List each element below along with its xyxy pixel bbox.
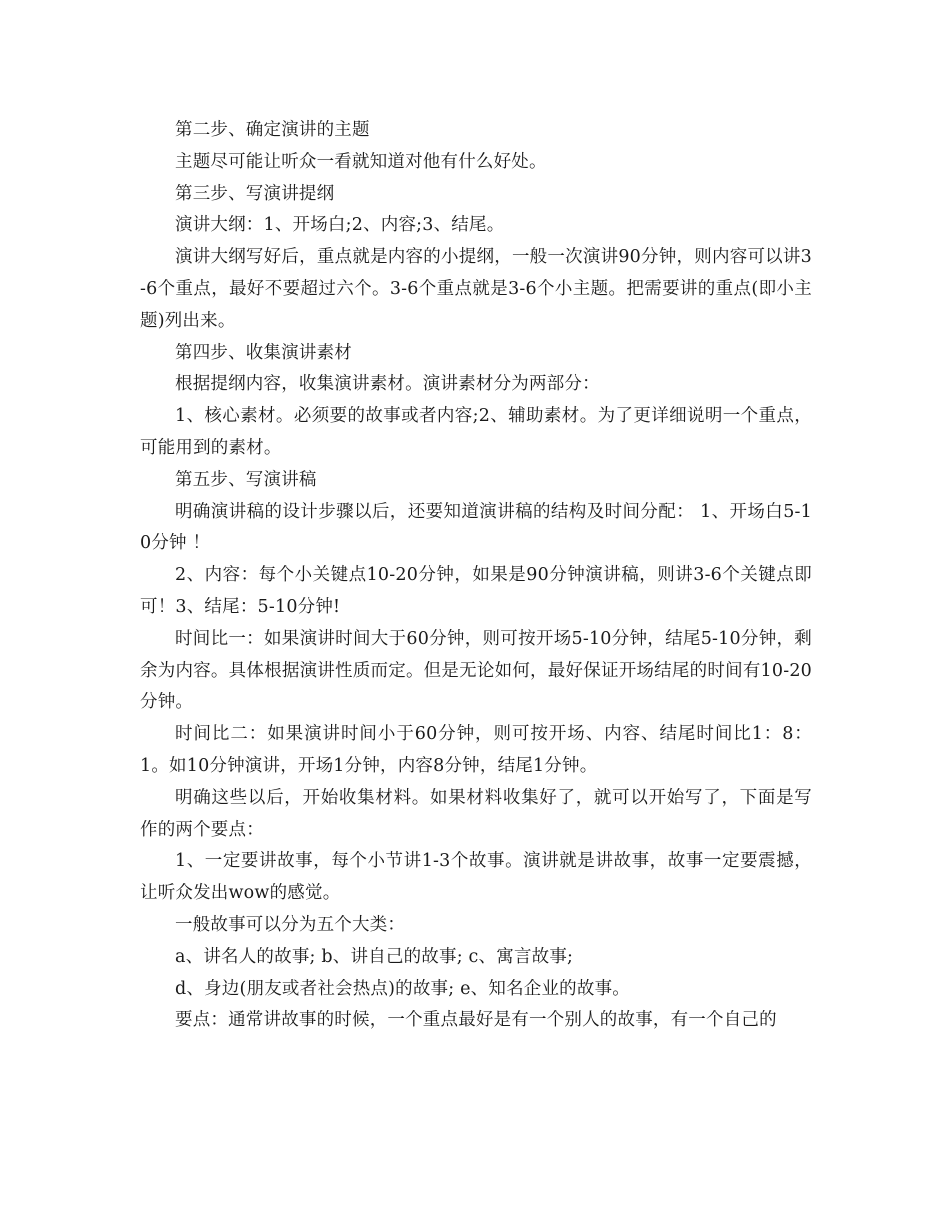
- paragraph: 时间比一：如果演讲时间大于60分钟，则可按开场5-10分钟，结尾5-10分钟，剩余为内容。具体根据演讲性质而定。但是无论如何，最好保证开场结尾的时间有10-20分钟。: [140, 628, 812, 713]
- paragraph: 一般故事可以分为五个大类：: [175, 914, 406, 935]
- paragraph: 2、内容：每个小关键点10-20分钟，如果是90分钟演讲稿，则讲3-6个关键点即可！3、结尾：5-10分钟!: [140, 565, 812, 617]
- heading-step-three: 第三步、写演讲提纲: [175, 183, 335, 204]
- paragraph: 要点：通常讲故事的时候，一个重点最好是有一个别人的故事，有一个自己的: [175, 1010, 777, 1031]
- paragraph: 1、一定要讲故事，每个小节讲1-3个故事。演讲就是讲故事，故事一定要震撼，让听众发出wow的感觉。: [140, 851, 812, 904]
- paragraph: 根据提纲内容，收集演讲素材。演讲素材分为两部分：: [175, 374, 600, 395]
- list-item: d、身边(朋友或者社会热点)的故事; e、知名企业的故事。: [175, 978, 630, 999]
- paragraph: 主题尽可能让听众一看就知道对他有什么好处。: [175, 151, 547, 172]
- paragraph: 1、核心素材。必须要的故事或者内容;2、辅助素材。为了更详细说明一个重点，可能用到的素材。: [140, 406, 812, 458]
- paragraph: 演讲大纲：1、开场白;2、内容;3、结尾。: [175, 215, 505, 236]
- paragraph: 明确演讲稿的设计步骤以后，还要知道演讲稿的结构及时间分配： 1、开场白5-10分钟 ！: [140, 501, 812, 554]
- paragraph: 明确这些以后，开始收集材料。如果材料收集好了，就可以开始写了，下面是写作的两个要点：: [140, 787, 812, 840]
- paragraph: 时间比二：如果演讲时间小于60分钟，则可按开场、内容、结尾时间比1：8：1。如10分钟演讲，开场1分钟，内容8分钟，结尾1分钟。: [140, 724, 812, 776]
- heading-step-two: 第二步、确定演讲的主题: [175, 120, 370, 140]
- paragraph: 演讲大纲写好后，重点就是内容的小提纲，一般一次演讲90分钟，则内容可以讲3-6个重点，最好不要超过六个。3-6个重点就是3-6个小主题。把需要讲的重点(即小主题)列出来。: [140, 247, 812, 331]
- heading-step-four: 第四步、收集演讲素材: [175, 342, 352, 363]
- list-item: a、讲名人的故事; b、讲自己的故事; c、寓言故事;: [175, 946, 574, 967]
- document-body: [140, 115, 812, 1037]
- heading-step-five: 第五步、写演讲稿: [175, 469, 317, 490]
